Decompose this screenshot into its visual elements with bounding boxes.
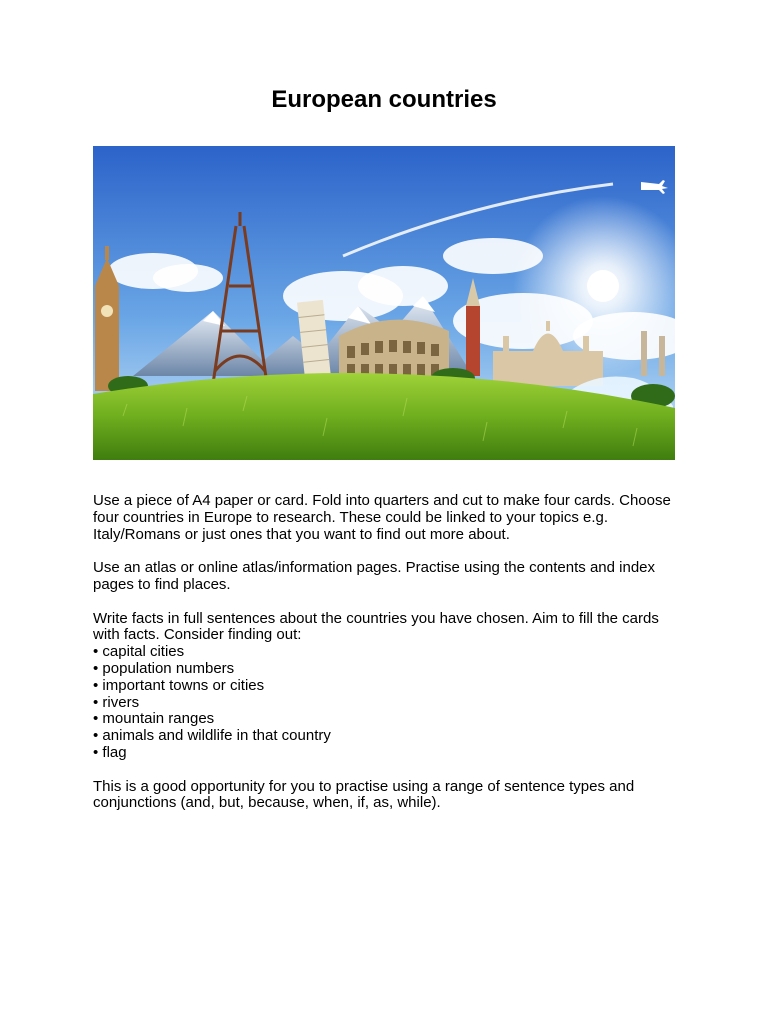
list-item: • rivers bbox=[93, 695, 678, 712]
facts-list bbox=[93, 644, 678, 762]
list-item: • capital cities bbox=[93, 644, 678, 661]
list-item: • mountain ranges bbox=[93, 711, 678, 728]
list-item: • flag bbox=[93, 745, 678, 762]
document-body bbox=[93, 493, 678, 829]
european-landmarks-illustration-icon bbox=[93, 146, 675, 460]
paragraph-atlas: Use an atlas or online atlas/information pages. Practise using the contents and index pages to find places. bbox=[93, 559, 656, 593]
page-title: European countries bbox=[271, 86, 497, 113]
facts-section bbox=[93, 611, 678, 762]
sun bbox=[587, 270, 619, 302]
list-item: • important towns or cities bbox=[93, 678, 678, 695]
facts-intro: Write facts in full sentences about the countries you have chosen. Aim to fill the cards with facts. Consider finding out: bbox=[93, 609, 659, 644]
list-item: • population numbers bbox=[93, 661, 678, 678]
paragraph-closing: This is a good opportunity for you to practise using a range of sentence types and conjunctions (and, but, because, when, if, as, while). bbox=[93, 777, 635, 812]
paragraph-instructions: Use a piece of A4 paper or card. Fold into quarters and cut to make four cards. Choose four countries in Europe to research. These could be linked to your topics e.g. Italy/Romans or just ones that you want to find out more about. bbox=[93, 492, 671, 543]
colosseum-icon bbox=[339, 320, 449, 381]
hero-image bbox=[93, 146, 675, 460]
list-item: • animals and wildlife in that country bbox=[93, 728, 678, 745]
